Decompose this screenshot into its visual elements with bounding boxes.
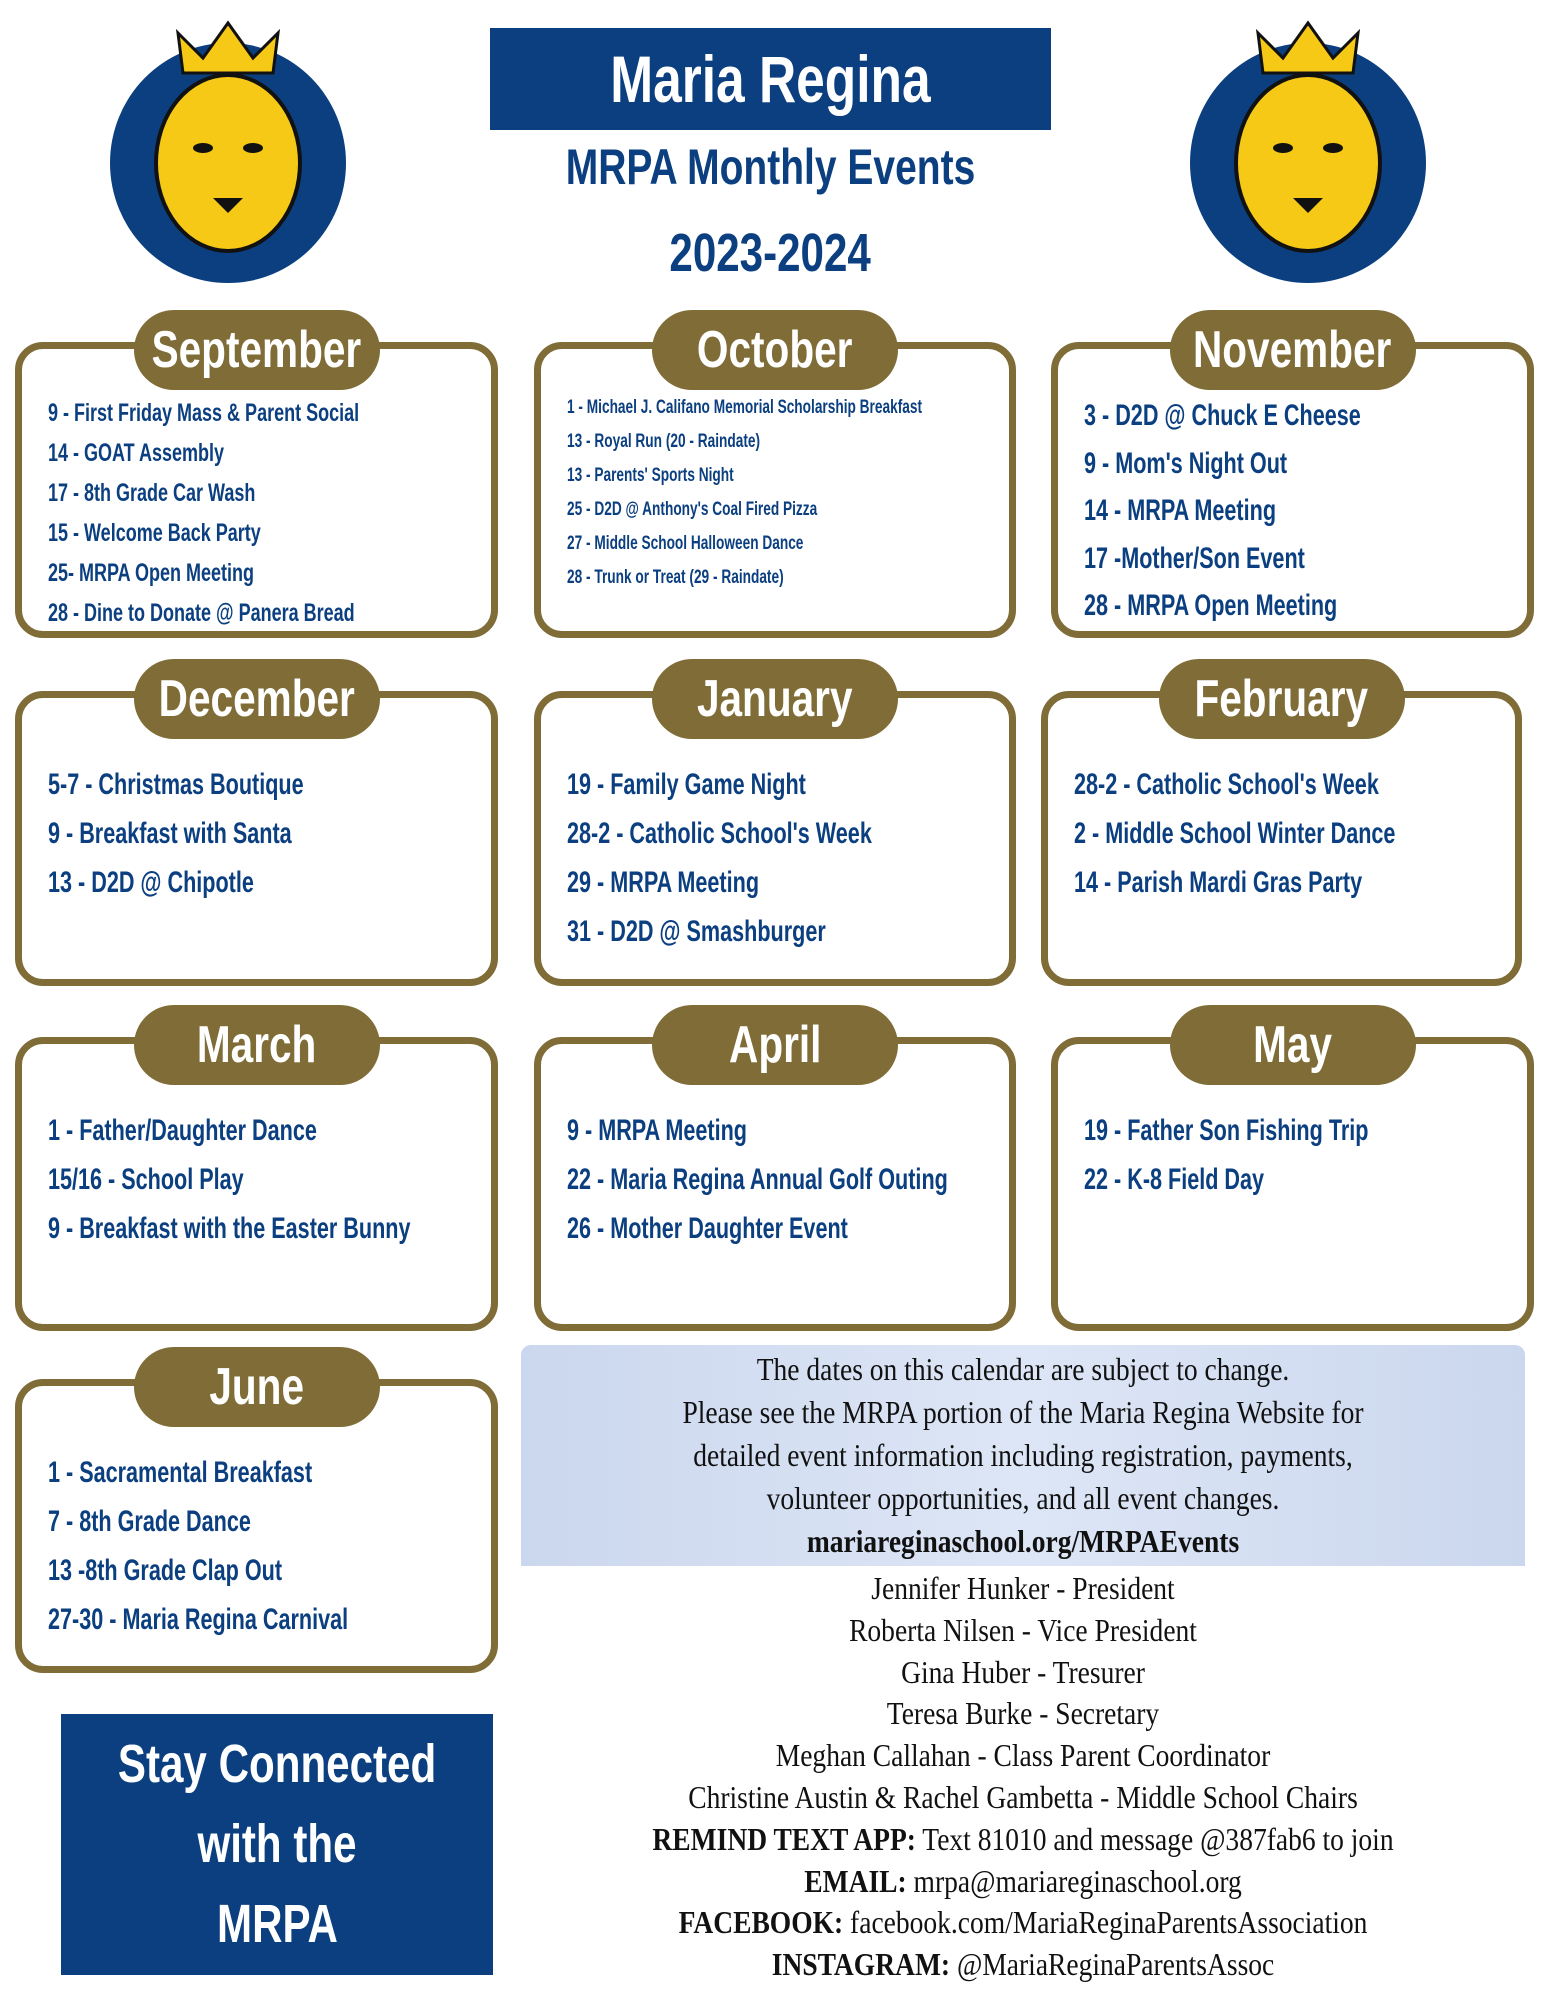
event-item: 27 - Middle School Halloween Dance: [567, 533, 804, 554]
event-item: 9 - Breakfast with the Easter Bunny: [48, 1212, 411, 1245]
notice-line: volunteer opportunities, and all event changes.: [766, 1480, 1280, 1516]
event-item: 1 - Father/Daughter Dance: [48, 1114, 317, 1147]
contact-value: Text 81010 and message @387fab6 to join: [915, 1820, 1394, 1857]
event-item: 1 - Michael J. Califano Memorial Scholarship Breakfast: [567, 397, 923, 418]
event-item: 28-2 - Catholic School's Week: [1074, 768, 1379, 801]
officer: Jennifer Hunker - President: [871, 1570, 1175, 1606]
page-title: Maria Regina: [610, 42, 931, 116]
stay-line: Stay Connected: [117, 1734, 437, 1794]
month-name: January: [697, 670, 853, 728]
contact-remind: [591, 1819, 1454, 1861]
month-label-pill: [1170, 310, 1416, 390]
event-item: 28-2 - Catholic School's Week: [567, 817, 872, 850]
notice-box: [521, 1345, 1525, 1566]
notice-line: The dates on this calendar are subject to change.: [756, 1351, 1290, 1387]
event-item: 26 - Mother Daughter Event: [567, 1212, 848, 1245]
month-name: June: [209, 1358, 304, 1416]
month-name: October: [697, 321, 853, 379]
month-label-pill: [1159, 659, 1405, 739]
contact-label: INSTAGRAM:: [771, 1946, 951, 1983]
notice-line: detailed event information including registration, payments,: [693, 1437, 1353, 1473]
month-name: September: [151, 321, 362, 379]
month-label-pill: [652, 310, 898, 390]
event-item: 25 - D2D @ Anthony's Coal Fired Pizza: [567, 499, 818, 520]
subtitle: [490, 138, 1051, 196]
month-label-pill: [134, 1005, 380, 1085]
event-item: 1 - Sacramental Breakfast: [48, 1456, 313, 1489]
event-item: 29 - MRPA Meeting: [567, 866, 760, 899]
month-name: February: [1194, 670, 1369, 728]
month-label-pill: [134, 1347, 380, 1427]
month-name: November: [1193, 321, 1392, 379]
event-item: 9 - First Friday Mass & Parent Social: [48, 399, 360, 427]
year-text: 2023-2024: [669, 223, 872, 283]
event-item: 14 - MRPA Meeting: [1084, 494, 1277, 527]
contact-facebook: [591, 1902, 1454, 1944]
contact-instagram: [591, 1944, 1454, 1986]
title-banner: [490, 28, 1051, 130]
contact-value[interactable]: mrpa@mariareginaschool.org: [906, 1862, 1242, 1899]
month-label-pill: [652, 1005, 898, 1085]
stay-connected-box: [61, 1714, 493, 1975]
event-item: 9 - MRPA Meeting: [567, 1114, 748, 1147]
month-label-pill: [1170, 1005, 1416, 1085]
event-item: 28 - Dine to Donate @ Panera Bread: [48, 599, 355, 627]
officer: Meghan Callahan - Class Parent Coordinator: [775, 1737, 1271, 1774]
event-item: 7 - 8th Grade Dance: [48, 1505, 251, 1538]
event-item: 28 - MRPA Open Meeting: [1084, 589, 1338, 622]
event-item: 17 -Mother/Son Event: [1084, 541, 1305, 575]
contact-value[interactable]: facebook.com/MariaReginaParentsAssociation: [843, 1904, 1368, 1941]
subtitle-text: MRPA Monthly Events: [565, 139, 976, 195]
stay-line: with the: [197, 1814, 357, 1874]
event-item: 2 - Middle School Winter Dance: [1074, 817, 1396, 850]
lion-logo-left: [108, 13, 348, 308]
officer: Roberta Nilsen - Vice President: [849, 1611, 1197, 1648]
month-label-pill: [134, 659, 380, 739]
event-item: 3 - D2D @ Chuck E Cheese: [1084, 399, 1361, 432]
event-item: 13 - Parents' Sports Night: [567, 465, 734, 486]
event-item: 17 - 8th Grade Car Wash: [48, 479, 256, 507]
lion-logo-right: [1188, 13, 1428, 308]
contact-email: [591, 1861, 1454, 1903]
officer: Teresa Burke - Secretary: [886, 1695, 1160, 1732]
event-item: 13 - Royal Run (20 - Raindate): [567, 431, 761, 452]
contact-label: EMAIL:: [804, 1862, 907, 1899]
month-name: March: [196, 1016, 317, 1074]
month-label-pill: [652, 659, 898, 739]
events-link[interactable]: mariareginaschool.org/MRPAEvents: [806, 1523, 1240, 1559]
event-item: 19 - Family Game Night: [567, 768, 806, 801]
month-name: April: [728, 1016, 822, 1074]
officer: Gina Huber - Tresurer: [901, 1653, 1145, 1690]
year: [490, 222, 1051, 284]
officers-list: [521, 1568, 1525, 1986]
event-item: 15 - Welcome Back Party: [48, 519, 261, 547]
event-item: 13 -8th Grade Clap Out: [48, 1554, 283, 1587]
event-item: 9 - Breakfast with Santa: [48, 817, 292, 850]
month-label-pill: [134, 310, 380, 390]
event-item: 13 - D2D @ Chipotle: [48, 866, 254, 899]
event-item: 15/16 - School Play: [48, 1163, 244, 1196]
notice-line: Please see the MRPA portion of the Maria Regina Website for: [682, 1394, 1364, 1430]
event-item: 27-30 - Maria Regina Carnival: [48, 1603, 349, 1636]
stay-line: MRPA: [216, 1894, 338, 1954]
contact-value[interactable]: @MariaReginaParentsAssoc: [950, 1946, 1275, 1983]
event-item: 5-7 - Christmas Boutique: [48, 768, 304, 801]
event-item: 14 - Parish Mardi Gras Party: [1074, 866, 1363, 899]
event-item: 19 - Father Son Fishing Trip: [1084, 1114, 1369, 1147]
event-item: 9 - Mom's Night Out: [1084, 446, 1288, 480]
officer: Christine Austin & Rachel Gambetta - Middle School Chairs: [688, 1778, 1358, 1815]
month-name: December: [158, 670, 355, 728]
contact-label: REMIND TEXT APP:: [652, 1820, 916, 1857]
contact-label: FACEBOOK:: [678, 1904, 844, 1941]
month-name: May: [1253, 1016, 1332, 1074]
event-item: 14 - GOAT Assembly: [48, 439, 225, 467]
event-item: 22 - K-8 Field Day: [1084, 1163, 1265, 1196]
event-item: 25- MRPA Open Meeting: [48, 559, 255, 587]
event-item: 31 - D2D @ Smashburger: [567, 915, 826, 948]
event-item: 22 - Maria Regina Annual Golf Outing: [567, 1163, 948, 1196]
event-item: 28 - Trunk or Treat (29 - Raindate): [567, 567, 784, 588]
